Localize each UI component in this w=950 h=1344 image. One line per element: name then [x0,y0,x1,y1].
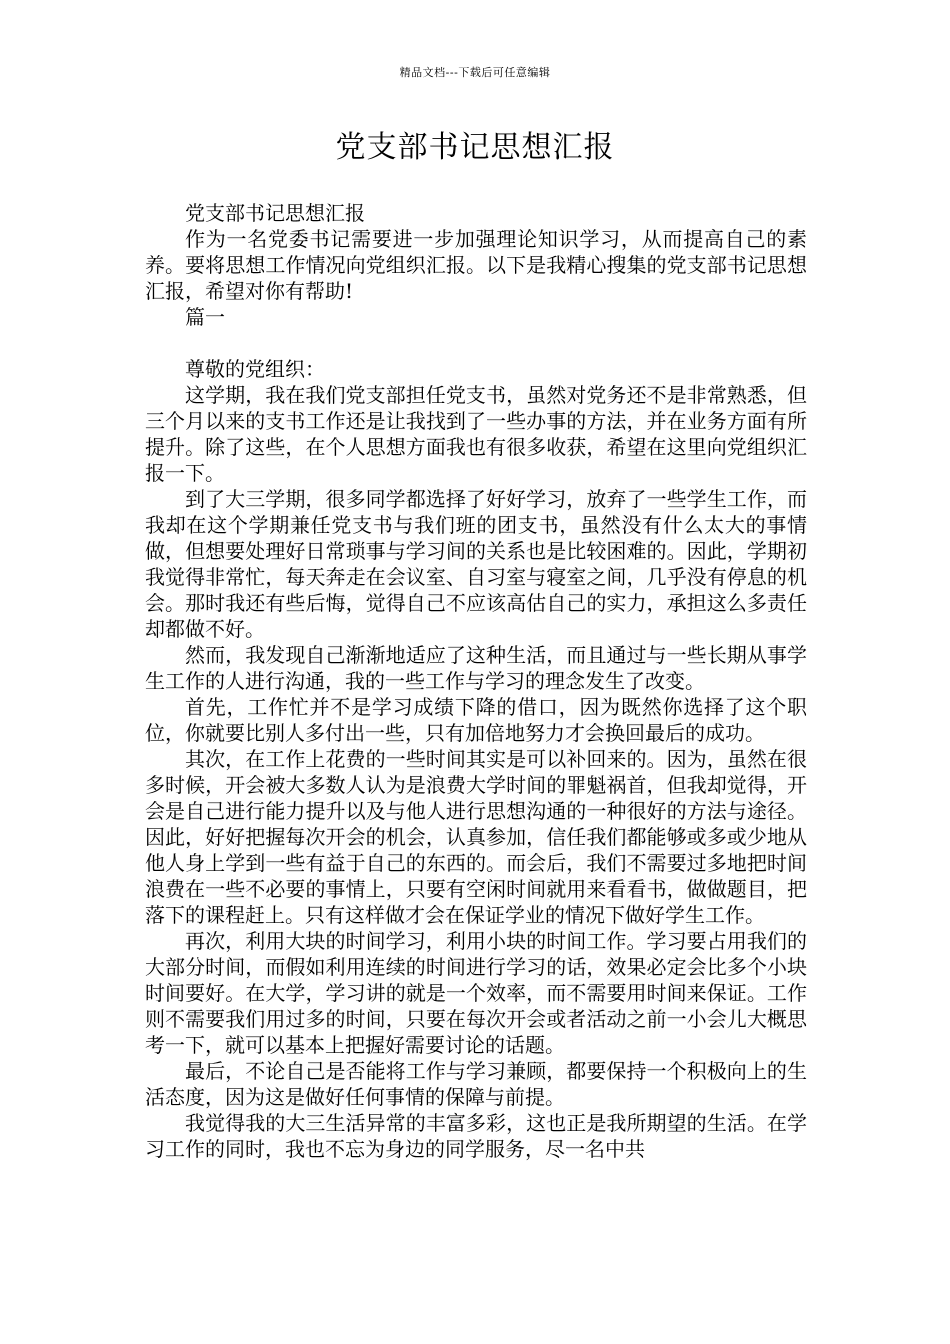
document-title: 党支部书记思想汇报 [335,130,615,165]
paragraph-body: 其次，在工作上花费的一些时间其实是可以补回来的。因为，虽然在很多时候，开会被大多数人认为是浪费大学时间的罪魁祸首，但我却觉得，开会是自己进行能力提升以及与他人进行思想沟通的一种很好的方法与途径。因此，好好把握每次开会的机会，认真参加，信任我们都能够或多或少地从他人身上学到一些有益于自己的东西的。而会后，我们不需要过多地把时间浪费在一些不必要的事情上，只要有空闲时间就用来看看书，做做题目，把落下的课程赶上。只有这样做才会在保证学业的情况下做好学生工作。 [145,747,807,927]
paragraph-body: 首先，工作忙并不是学习成绩下降的借口，因为既然你选择了这个职位，你就要比别人多付出一些，只有加倍地努力才会换回最后的成功。 [145,695,807,745]
paragraph-section-heading: 篇一 [185,305,225,329]
paragraph-body: 然而，我发现自己渐渐地适应了这种生活，而且通过与一些长期从事学生工作的人进行沟通，我的一些工作与学习的理念发生了改变。 [145,643,807,693]
blank-line [145,330,807,356]
paragraph-body: 这学期，我在我们党支部担任党支书，虽然对党务还不是非常熟悉，但三个月以来的支书工作还是让我找到了一些办事的方法，并在业务方面有所提升。除了这些，在个人思想方面我也有很多收获，希望在这里向党组织汇报一下。 [145,383,807,485]
paragraph-intro: 作为一名党委书记需要进一步加强理论知识学习，从而提高自己的素养。要将思想工作情况向党组织汇报。以下是我精心搜集的党支部书记思想汇报，希望对你有帮助! [145,227,807,303]
header-note: 精品文档---下载后可任意编辑 [399,66,551,79]
paragraph-salutation: 尊敬的党组织： [185,357,325,381]
document-body [145,200,807,1162]
paragraph-subtitle: 党支部书记思想汇报 [185,201,365,225]
paragraph-body: 到了大三学期，很多同学都选择了好好学习，放弃了一些学生工作，而我却在这个学期兼任党支书与我们班的团支书，虽然没有什么太大的事情做，但想要处理好日常琐事与学习间的关系也是比较困难的。因此，学期初我觉得非常忙，每天奔走在会议室、自习室与寝室之间，几乎没有停息的机会。那时我还有些后悔，觉得自己不应该高估自己的实力，承担这么多责任却都做不好。 [145,487,807,641]
paragraph-body: 再次，利用大块的时间学习，利用小块的时间工作。学习要占用我们的大部分时间，而假如利用连续的时间进行学习的话，效果必定会比多个小块时间要好。在大学，学习讲的就是一个效率，而不需要用时间来保证。工作则不需要我们用过多的时间，只要在每次开会或者活动之前一小会儿大概思考一下，就可以基本上把握好需要讨论的话题。 [145,929,807,1057]
paragraph-body: 最后，不论自己是否能将工作与学习兼顾，都要保持一个积极向上的生活态度，因为这是做好任何事情的保障与前提。 [145,1059,807,1109]
paragraph-body: 我觉得我的大三生活异常的丰富多彩，这也正是我所期望的生活。在学习工作的同时，我也不忘为身边的同学服务，尽一名中共 [145,1111,807,1161]
